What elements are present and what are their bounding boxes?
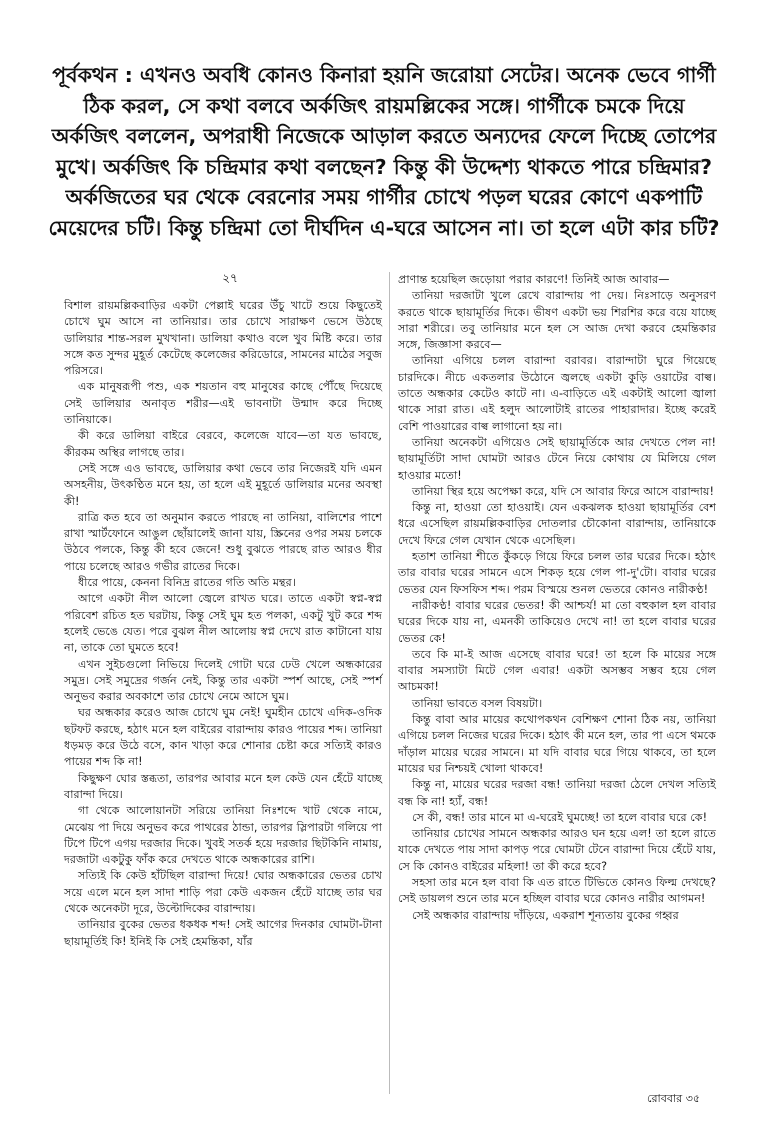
paragraph: কিন্তু না, হাওয়া তো হাওয়াই। যেন একঝলক হাওয়া ছায়ামূর্তির বেশ ধরে এসেছিল রায়মল্লিকবাড়ির দোতলার চৌকোনা বারান্দায়, তানিয়াকে দেখে ফিরে গেল যেখান থেকে এসেছিল। (398, 501, 716, 547)
summary-text: এখনও অবধি কোনও কিনারা হয়নি জরোয়া সেটের। অনেক ভেবে গার্গী ঠিক করল, সে কথা বলবে অর্কজিৎ রায়মল্লিকের সঙ্গে। গার্গীকে চমকে দিয়ে অর্কজিৎ বললেন, অপরাধী নিজেকে আড়াল করতে অন্যদের ফেলে দিচ্ছে তোপের মুখে। অর্কজিৎ কি চন্দ্রিমার কথা বলছেন? কিন্তু কী উদ্দেশ্য থাকতে পারে চন্দ্রিমার? অর্কজিতের ঘর থেকে বেরনোর সময় গার্গীর চোখে পড়ল ঘরের কোণে একপাটি মেয়েদের চটি। কিন্তু চন্দ্রিমা তো দীর্ঘদিন এ-ঘরে আসেন না। তা হলে এটা কার চটি? (48, 63, 720, 240)
paragraph: নারীকণ্ঠ! বাবার ঘরের ভেতর! কী আশ্চর্য! মা তো বহুকাল হল বাবার ঘরের দিকে যায় না, এমনকী তাকিয়েও দেখে না! তা হলে বাবার ঘরের ভেতর কে! (398, 598, 716, 645)
page-number: ৩৫ (685, 1092, 700, 1105)
summary-lead: পূর্বকথন : (52, 63, 133, 87)
paragraph: তবে কি মা-ই আজ এসেছে বাবার ঘরে! তা হলে কি মায়ের সঙ্গে বাবার সমস্যাটা মিটে গেল এবার! একটা অসম্ভব সম্ভব হয়ে গেল আচমকা! (398, 647, 716, 694)
paragraph: এক মানুষরূপী পশু, এক শয়তান বহু মানুষের কাছে পৌঁছে দিয়েছে সেই ডালিয়ার অনাবৃত শরীর—এই ভাবনাটা উন্মাদ করে দিচ্ছে তানিয়াকে। (64, 380, 382, 427)
paragraph: আগে একটা নীল আলো জ্বেলে রাখত ঘরে। তাতে একটা স্বপ্ন-স্বপ্ন পরিবেশ রচিত হত ঘরটায়, কিন্তু সেই ঘুম হত পলকা, একটু খুট করে শব্দ হলেই ভেঙে যেত। পরে বুঝল নীল আলোয় স্বপ্ন দেখে রাত কাটানো যায় না, তাকে তো ঘুমতে হবে! (64, 592, 382, 655)
paragraph: সত্যিই কি কেউ হাঁটছিল বারান্দা দিয়ে! ঘোর অন্ধকারের ভেতর চোখ সয়ে এলে মনে হল সাদা শাড়ি পরা কেউ একজন হেঁটে যাচ্ছে তার ঘর থেকে অনেকটা দূরে, উল্টোদিকের বারান্দায়। (64, 869, 382, 915)
paragraph: কিন্তু বাবা আর মায়ের কথোপকথন বেশিক্ষণ শোনা ঠিক নয়, তানিয়া এগিয়ে চলল নিজের ঘরের দিকে। হঠাৎ কী মনে হল, তার পা এসে থমকে দাঁড়াল মায়ের ঘরের সামনে। মা যদি বাবার ঘরে গিয়ে থাকবে, তা হলে মায়ের ঘর নিশ্চয়ই খোলা থাকবে! (398, 713, 716, 775)
paragraph: গা থেকে আলোয়ানটা সরিয়ে তানিয়া নিঃশব্দে খাট থেকে নামে, মেঝেয় পা দিয়ে অনুভব করে পাথরের ঠান্ডা, তারপর স্লিপারটা গলিয়ে পা টিপে টিপে এগয় দরজার দিকে। খুবই সতর্ক হয়ে দরজার ছিটকিনি নামায়, দরজাটা একটুকু ফাঁক করে দেখতে থাকে অন্ধকারের রাশি। (64, 804, 382, 867)
paragraph: ঘর অন্ধকার করেও আজ চোখে ঘুম নেই! ঘুমহীন চোখে এদিক-ওদিক ছটফট করছে, হঠাৎ মনে হল বাইরের বারান্দায় কারও পায়ের শব্দ। তানিয়া ধড়মড় করে উঠে বসে, কান খাড়া করে শোনার চেষ্টা করে সত্যিই কারও পায়ের শব্দ কি না! (64, 706, 382, 769)
paragraph: তানিয়া অনেকটা এগিয়েও সেই ছায়ামূর্তিকে আর দেখতে পেল না! ছায়ামূর্তিটা সাদা ঘোমটা আরও টেনে নিয়ে কোথায় যে মিলিয়ে গেল হাওয়ার মতো! (398, 435, 716, 482)
column-divider (389, 272, 390, 1094)
paragraph: বিশাল রায়মল্লিকবাড়ির একটা পেল্লাই ঘরের উঁচু খাটে শুয়ে কিছুতেই চোখে ঘুম আসে না তানিয়ার। তার চোখে সারাক্ষণ ভেসে উঠছে ডালিয়ার শান্ত-সরল মুখখানা। ডালিয়া কথাও বলে খুব মিষ্টি করে। তার সঙ্গে কত সুন্দর মুহূর্ত কেটেছে কলেজের করিডোরে, সামনের মাঠের সবুজ পরিসরে। (64, 299, 382, 378)
paragraph: হতাশ তানিয়া শীতে কুঁকড়ে গিয়ে ফিরে চলল তার ঘরের দিকে। হঠাৎ তার বাবার ঘরের সামনে এসে শিকড় হয়ে গেল পা-দু'টো। বাবার ঘরের ভেতর যেন ফিসফিস শব্দ। পরম বিস্ময়ে শুনল ভেতরে কোনও নারীকণ্ঠ! (398, 550, 716, 596)
paragraph: তানিয়া ভাবতে বসল বিষয়টা। (412, 696, 543, 710)
paragraph: রাত্রি কত হবে তা অনুমান করতে পারছে না তানিয়া, বালিশের পাশে রাখা স্মার্টফোনে আঙুল ছোঁয়ালেই জানা যায়, স্ক্রিনের ওপর সময় চলকে উঠবে পলকে, কিন্তু কী হবে জেনে! শুধু বুঝতে পারছে রাত আরও ধীর পায়ে চলেছে আরও গভীর রাতের দিকে। (64, 510, 382, 573)
paragraph: কী করে ডালিয়া বাইরে বেরবে, কলেজে যাবে—তা যত ভাবছে, কীরকম অস্থির লাগছে তার। (64, 429, 382, 459)
paragraph: কিন্তু না, মায়ের ঘরের দরজা বন্ধ! তানিয়া দরজা ঠেলে দেখল সত্যিই বন্ধ কি না! হ্যাঁ, বন্ধ! (398, 778, 716, 808)
paragraph: তানিয়া দরজাটা খুলে রেখে বারান্দায় পা দেয়। নিঃসাড়ে অনুসরণ করতে থাকে ছায়ামূর্তির দিকে। ভীষণ একটা ভয় শিরশির করে বয়ে যাচ্ছে সারা শরীরে। তবু তানিয়ার মনে হল সে আজ দেখা করবে হেমন্তিকার সঙ্গে, জিজ্ঞাসা করবে— (398, 289, 716, 352)
right-column (398, 272, 716, 924)
paragraph: তানিয়া স্থির হয়ে অপেক্ষা করে, যদি সে আবার ফিরে আসে বারান্দায়! (412, 484, 715, 498)
paragraph: সেই অন্ধকার বারান্দায় দাঁড়িয়ে, একরাশ শূন্যতায় বুকের গহ্বর (412, 908, 679, 922)
left-column (64, 298, 382, 950)
paragraph: সহসা তার মনে হল বাবা কি এত রাতে টিভিতে কোনও ফিল্ম দেখছে? সেই ডায়লগ শুনে তার মনে হচ্ছিল বাবার ঘরে কোনও নারীর আগমন! (398, 875, 716, 906)
paragraph: সেই সঙ্গে এও ভাবছে, ডালিয়ার কথা ভেবে তার নিজেরই যদি এমন অসহনীয়, উৎকণ্ঠিত মনে হয়, তা হলে এই মুহূর্তে ডালিয়ার মনের অবস্থা কী! (64, 461, 382, 508)
paragraph: কিছুক্ষণ ঘোর স্তব্ধতা, তারপর আবার মনে হল কেউ যেন হেঁটে যাচ্ছে বারান্দা দিয়ে। (64, 771, 382, 801)
paragraph: তানিয়ার বুকের ভেতর ধকধক শব্দ! সেই আগের দিনকার ঘোমটা-টানা ছায়ামূর্তিই কি! ইনিই কি সেই হেমন্তিকা, যাঁর (64, 918, 382, 948)
paragraph: সে কী, বন্ধ! তার মানে মা এ-ঘরেই ঘুমচ্ছে! তা হলে বাবার ঘরে কে! (412, 810, 708, 824)
paragraph: এখন সুইচগুলো নিভিয়ে দিলেই গোটা ঘরে ঢেউ খেলে অন্ধকারের সমুদ্র। সেই সমুদ্রের গর্জন নেই, কিন্তু তার একটা স্পর্শ আছে, সেই স্পর্শ অনুভব করার অবকাশে তার চোখে নেমে আসে ঘুম। (64, 657, 382, 704)
chapter-number: ২৭ (222, 271, 238, 285)
paragraph: তানিয়ার চোখের সামনে অন্ধকার আরও ঘন হয়ে এল! তা হলে রাতে যাকে দেখতে পায় সাদা কাপড় পরে ঘোমটা টেনে বারান্দা দিয়ে হেঁটে যায়, সে কি কোনও বাইরের মহিলা! তা কী করে হবে? (398, 827, 717, 873)
paragraph: তানিয়া এগিয়ে চলল বারান্দা বরাবর। বারান্দাটা ঘুরে গিয়েছে চারদিকে। নীচে একতলার উঠোনে জ্বলছে একটা কুড়ি ওয়াটের বাল্ব। তাতে অন্ধকার কেটেও কাটে না। এ-বাড়িতে এই একটাই আলো জ্বালা থাকে সারা রাত। এই হলুদ আলোটাই রাতের পাহারাদার। ইচ্ছে করেই বেশি পাওয়ারের বাল্ব লাগানো হয় না। (398, 354, 716, 433)
paragraph: প্রাণান্ত হয়েছিল জড়োয়া পরার কারণে! তিনিই আজ আবার— (398, 273, 670, 286)
paragraph: ধীরে পায়ে, কেননা বিনিদ্র রাতের গতি অতি মন্থর। (78, 576, 296, 590)
summary-block (48, 60, 720, 243)
magazine-name: রোববার (647, 1092, 683, 1105)
page-footer (647, 1092, 700, 1106)
